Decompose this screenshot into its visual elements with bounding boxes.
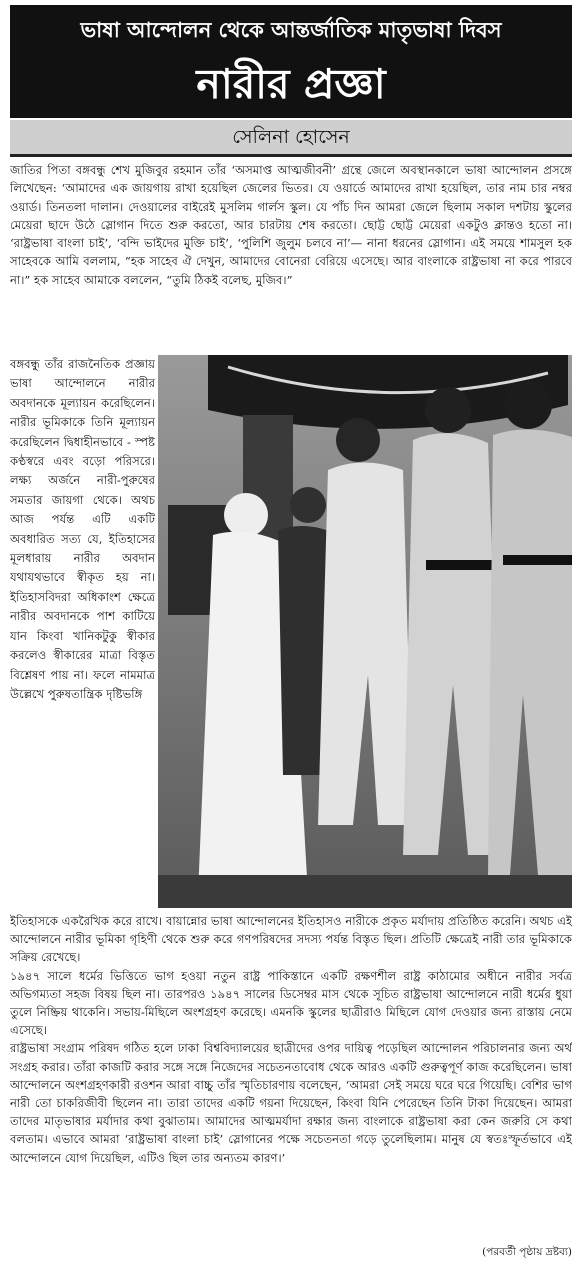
paragraph: ইতিহাসকে একরৈখিক করে রাখে। বায়ান্নোর ভাষা আন্দোলনের ইতিহাসও নারীকে প্রকৃত মর্যাদায় প্রতিষ্ঠিত করেনি। অথচ এই আন্দোলনে নারীর ভূমিকা গৃহিণী থেকে শুরু করে গণপরিষদের সদস্য পর্যন্ত বিস্তৃত ছিল। প্রতিটি ক্ষেত্রেই নারী তার ভূমিকাকে সক্রিয় রেখেছে।	[10, 914, 572, 965]
continuation-text	[10, 912, 572, 1242]
kicker: ভাষা আন্দোলন থেকে আন্তর্জাতিক মাতৃভাষা দিবস	[80, 17, 502, 42]
byline: সেলিনা হোসেন	[10, 120, 572, 154]
headline-block	[10, 5, 572, 118]
historical-photo	[158, 355, 572, 908]
photo-illustration	[158, 355, 572, 908]
byline-rule	[10, 154, 572, 157]
side-column: বঙ্গবন্ধু তাঁর রাজনৈতিক প্রজ্ঞায় ভাষা আন্দোলনে নারীর অবদানকে মূল্যায়ন করেছিলেন। নারীর ভূমিকাকে তিনি মূল্যায়ন করেছিলেন দ্বিধাহীনভাবে - স্পষ্ট কণ্ঠস্বরে এবং বড়ো পরিসরে। লক্ষ্য অর্জনে নারী-পুরুষের সমতার জায়গা থেকে। অথচ আজ পর্যন্ত এটি একটি অবধারিত সত্য যে, ইতিহাসের মূলধারায় নারীর অবদান যথাযথভাবে স্বীকৃত হয় না। ইতিহাসবিদরা অধিকাংশ ক্ষেত্রে নারীর অবদানকে পাশ কাটিয়ে যান কিংবা খানিকটুকু স্বীকার করলেও স্বীকারের মাত্রা বিস্তৃত বিশ্লেষণ পায় না। ফলে নামমাত্র উল্লেখে পুরুষতান্ত্রিক দৃষ্টিভঙ্গি	[10, 357, 155, 701]
intro-paragraph: জাতির পিতা বঙ্গবন্ধু শেখ মুজিবুর রহমান তাঁর ‘অসমাপ্ত আত্মজীবনী’ গ্রন্থে জেলে অবস্থানকালে ভাষা আন্দোলন প্রসঙ্গে লিখেছেন: ‘আমাদের এক জায়গায় রাখা হয়েছিল জেলের ভিতর। যে ওয়ার্ডে আমাদের রাখা হয়েছিল, তার নাম চার নম্বর ওয়ার্ড। তিনতলা দালান। দেওয়ালের বাইরেই মুসলিম গার্লস স্কুল। যে পাঁচ দিন আমরা জেলে ছিলাম সকাল দশটায় স্কুলের মেয়েরা ছাদে উঠে স্লোগান দিতে শুরু করতো, আর চারটায় শেষ করতো। ছোট্ট ছোট্ট মেয়েরা একটুও ক্লান্তও হতো না। ‘রাষ্ট্রভাষা বাংলা চাই’, ‘বন্দি ভাইদের মুক্তি চাই’, ‘পুলিশি জুলুম চলবে না’— নানা ধরনের স্লোগান। এই সময়ে শামসুল হক সাহেবকে আমি বললাম, “হক সাহেব ঐ দেখুন, আমাদের বোনেরা বেরিয়ে এসেছে। আর বাংলাকে রাষ্ট্রভাষা না করে পারবে না।” হক সাহেব আমাকে বললেন, “তুমি ঠিকই বলেছ, মুজিব।”	[10, 163, 572, 287]
headline: নারীর প্রজ্ঞা	[196, 60, 386, 108]
paragraph: ১৯৪৭ সালে ধর্মের ভিত্তিতে ভাগ হওয়া নতুন রাষ্ট্র পাকিস্তানে একটি রক্ষণশীল রাষ্ট্র কাঠামোর অধীনে নারীর সর্বত্র অভিগম্যতা সহজ বিষয় ছিল না। তারপরও ১৯৪৭ সালের ডিসেম্বর মাস থেকে সূচিত রাষ্ট্রভাষা আন্দোলনে নারী ধর্মের ধুয়া তুলে নিষ্ক্রিয় থাকেনি। সভায়-মিছিলে অংশগ্রহণ করেছে। এমনকি স্কুলের ছাত্রীরাও মিছিলে যোগ দেওয়ার জন্য রাস্তায় নেমে এসেছে।	[10, 968, 572, 1038]
paragraph: রাষ্ট্রভাষা সংগ্রাম পরিষদ গঠিত হলে ঢাকা বিশ্ববিদ্যালয়ের ছাত্রীদের ওপর দায়িত্ব পড়েছিল আন্দোলন পরিচালনার জন্য অর্থ সংগ্রহ করার। তাঁরা কাজটি করার সঙ্গে সঙ্গে নিজেদের সচেতনতাবোধ থেকে আরও একটি গুরুত্বপূর্ণ কাজ করেছিলেন। ভাষা আন্দোলনে অংশগ্রহণকারী রওশন আরা বাচ্চু তাঁর স্মৃতিচারণায় বলেছেন, ‘আমরা সেই সময়ে ঘরে ঘরে গিয়েছি। বেশির ভাগ নারী তো চাকরিজীবী ছিলেন না। তারা তাদের একটি গয়না দিয়েছেন, কিংবা যিনি পেরেছেন তিনি টাকা দিয়েছেন। আমরা তাদের মাতৃভাষার মর্যাদার কথা বুঝাতাম। আমাদের আত্মমর্যাদা রক্ষার জন্য বাংলাকে রাষ্ট্রভাষা করা কেন জরুরি সে কথা বলতাম। এভাবে আমরা ‘রাষ্ট্রভাষা বাংলা চাই’ স্লোগানের পক্ষে সচেতনতা গড়ে তুলেছিলাম। মানুষ যে স্বতঃস্ফূর্তভাবে এই আন্দোলনে যোগ দিয়েছিল, এটিও ছিল তার অন্যতম কারণ।’	[10, 1041, 572, 1165]
continued-note: (পরবর্তী পৃষ্ঠায় দ্রষ্টব্য)	[482, 1246, 572, 1258]
